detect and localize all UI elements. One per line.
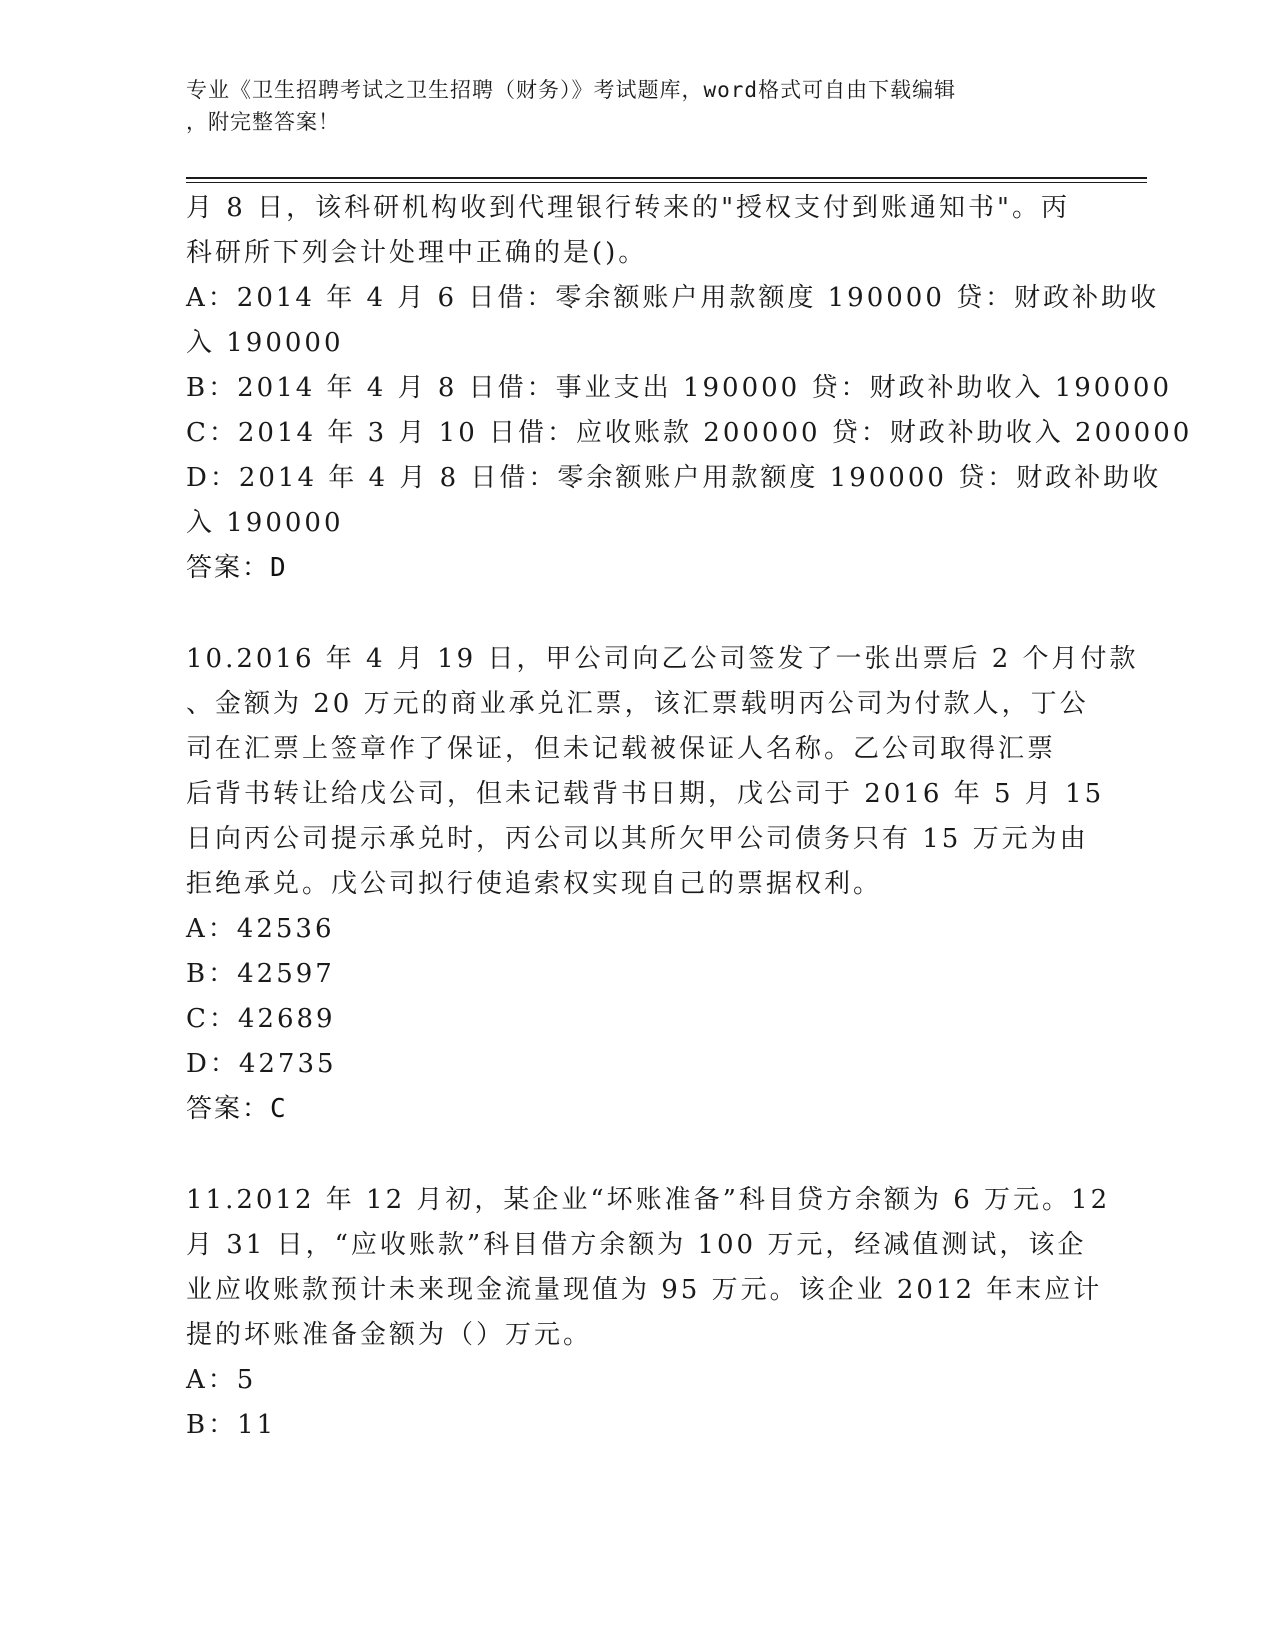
- question-text-line: 科研所下列会计处理中正确的是()。: [186, 238, 648, 268]
- question-text-line: 业应收账款预计未来现金流量现值为 95 万元。该企业 2012 年末应计: [186, 1275, 1103, 1305]
- header-divider-thick: [186, 177, 1147, 179]
- option-c-line: C：2014 年 3 月 10 日借：应收账款 200000 贷：财政补助收入 200000: [186, 418, 1193, 448]
- question-11: [186, 1178, 1111, 1448]
- question-9-continued: [186, 186, 1193, 591]
- option-c: C：42689: [186, 1004, 336, 1034]
- document-body: [186, 186, 1193, 1448]
- header-divider-thin: [186, 182, 1147, 183]
- option-a: A：42536: [186, 914, 335, 944]
- option-a-line: 入 190000: [186, 328, 344, 358]
- option-a: A：5: [186, 1365, 257, 1395]
- option-d-line: D：2014 年 4 月 8 日借：零余额账户用款额度 190000 贷：财政补助收: [186, 463, 1162, 493]
- header-line-1: 专业《卫生招聘考试之卫生招聘（财务）》考试题库，word格式可自由下载编辑: [186, 78, 957, 102]
- header-line-2: ，附完整答案！: [186, 110, 340, 134]
- question-text-line: 后背书转让给戊公司，但未记载背书日期，戊公司于 2016 年 5 月 15: [186, 779, 1105, 809]
- question-text-line: 日向丙公司提示承兑时，丙公司以其所欠甲公司债务只有 15 万元为由: [186, 824, 1089, 854]
- option-d: D：42735: [186, 1049, 337, 1079]
- question-text-line: 月 31 日，“应收账款”科目借方余额为 100 万元，经减值测试，该企: [186, 1230, 1087, 1260]
- spacer: [186, 591, 1066, 637]
- option-b-line: B：2014 年 4 月 8 日借：事业支出 190000 贷：财政补助收入 190000: [186, 373, 1172, 403]
- document-header: [186, 74, 1066, 138]
- question-text-line: 拒绝承兑。戊公司拟行使追索权实现自己的票据权利。: [186, 869, 883, 899]
- answer-label: 答案：C: [186, 1094, 288, 1124]
- option-b: B：42597: [186, 959, 335, 989]
- answer-label: 答案：D: [186, 553, 288, 583]
- question-text-line: 、金额为 20 万元的商业承兑汇票，该汇票载明丙公司为付款人，丁公: [186, 689, 1089, 719]
- question-text-line: 司在汇票上签章作了保证，但未记载被保证人名称。乙公司取得汇票: [186, 734, 1057, 764]
- option-d-line: 入 190000: [186, 508, 344, 538]
- option-b: B：11: [186, 1410, 277, 1440]
- spacer: [186, 1132, 1066, 1178]
- question-10: [186, 637, 1139, 1132]
- question-text-line: 提的坏账准备金额为（）万元。: [186, 1320, 593, 1350]
- option-a-line: A：2014 年 4 月 6 日借：零余额账户用款额度 190000 贷：财政补助收: [186, 283, 1160, 313]
- question-text-line: 10.2016 年 4 月 19 日，甲公司向乙公司签发了一张出票后 2 个月付款: [186, 644, 1139, 674]
- question-text-line: 月 8 日，该科研机构收到代理银行转来的"授权支付到账通知书"。丙: [186, 193, 1070, 223]
- question-text-line: 11.2012 年 12 月初，某企业“坏账准备”科目贷方余额为 6 万元。12: [186, 1185, 1111, 1215]
